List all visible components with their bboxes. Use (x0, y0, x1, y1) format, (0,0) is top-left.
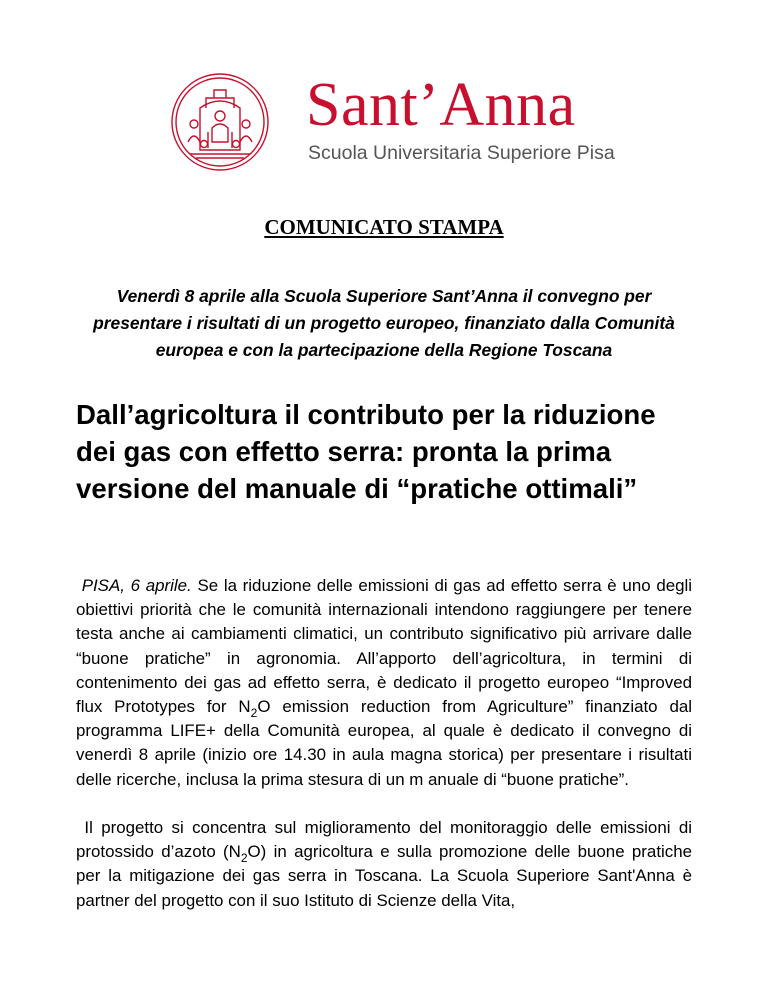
press-release-heading: COMUNICATO STAMPA (264, 215, 504, 239)
subscript: 2 (250, 706, 258, 721)
paragraph-1 (76, 574, 692, 792)
subscript: 2 (240, 851, 248, 866)
university-seal-icon (170, 72, 270, 172)
subheadline: Venerdì 8 aprile alla Scuola Superiore Sant’Anna il convegno per presentare i risultati di un progetto europeo, finanziato dalla Comunità europea e con la partecipazione della Regione Toscana (93, 286, 675, 360)
dateline: PISA, 6 aprile. (81, 576, 192, 595)
paragraph-2-text-b: O) in agricoltura e sulla promozione delle buone pratiche per la mitigazione dei gas serra in Toscana. La Scuola Superiore Sant'Anna è partner del progetto con il suo Istituto di Scienze della Vita, (76, 842, 692, 910)
headline: Dall’agricoltura il contributo per la riduzione dei gas con effetto serra: pronta la prima versione del manuale di “pratiche ottimali” (76, 399, 656, 504)
paragraph-2 (76, 816, 692, 913)
paragraph-1-text-a: Se la riduzione delle emissioni di gas ad effetto serra è uno degli obiettivi priorità che le comunità internazionali intendono raggiungere per tenere testa anche ai cambiamenti climatici, un contributo significativo più arrivare dalle “buone pratiche” in agronomia. All’apporto dell’agricoltura, in termini di contenimento dei gas ad effetto serra, è dedicato il progetto europeo “Improved flux Prototypes for N (76, 576, 693, 717)
brand-subtitle: Scuola Universitaria Superiore Pisa (308, 142, 615, 164)
university-logo (170, 71, 615, 172)
paragraph-1-text-b: O emission reduction from Agriculture” finanziato dal programma LIFE+ della Comunità europea, al quale è dedicato il convegno di venerdì 8 aprile (inizio ore 14.30 in aula magna storica) per presentare i risultati delle ricerche, inclusa la prima stesura di un m anuale di “buone pratiche”. (76, 697, 692, 789)
brand-name: Sant’Anna (306, 71, 576, 139)
paragraph-2-text-a: Il progetto si concentra sul miglioramento del monitoraggio delle emissioni di protossido d’azoto (N (76, 818, 692, 862)
